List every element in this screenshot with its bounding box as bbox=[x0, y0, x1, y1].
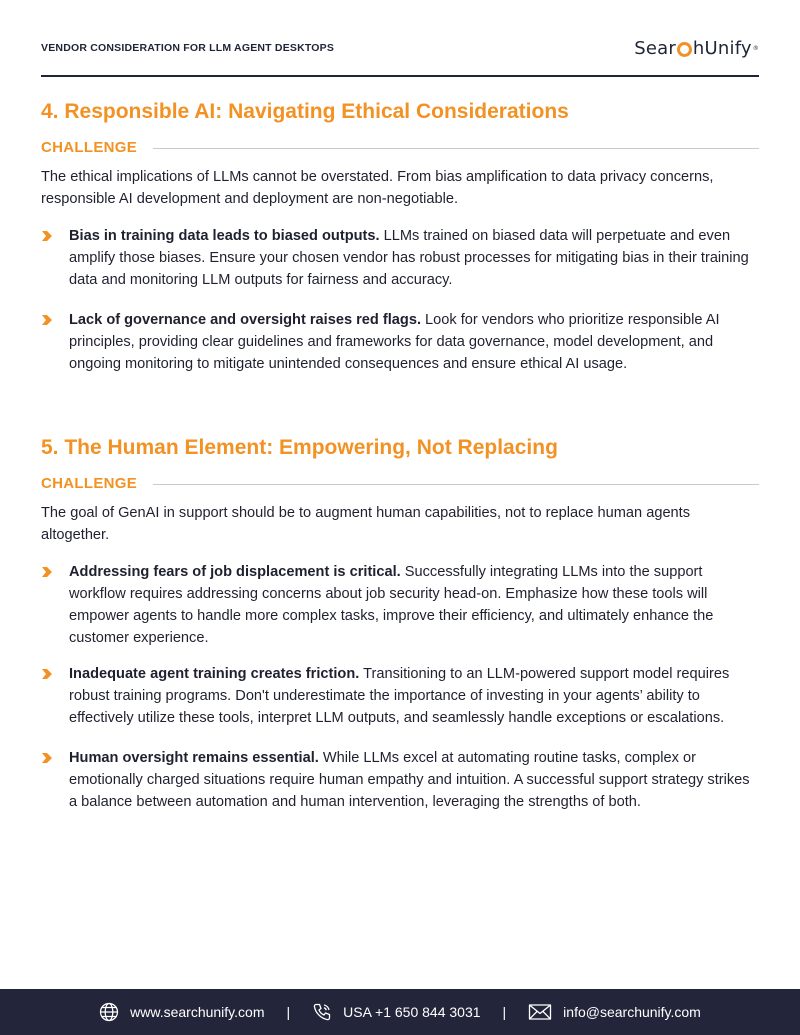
bullet-item bbox=[41, 747, 759, 813]
challenge-heading bbox=[41, 474, 759, 494]
chevron-bullet-icon bbox=[41, 566, 53, 578]
bullet-bold: Human oversight remains essential. bbox=[69, 750, 319, 766]
email-link[interactable]: info@searchunify.com bbox=[563, 1004, 701, 1020]
challenge-divider bbox=[153, 148, 759, 149]
logo-text-start: Sear bbox=[634, 38, 676, 59]
footer-website[interactable] bbox=[99, 1002, 264, 1022]
bullet-text: Transitioning to an LLM-powered support model requires robust training programs. Don't underestimate the importance of investing in your agents’ ability to effectively utilize these tools, interpret LLM outputs, and seamlessly handle exceptions or escalations. bbox=[69, 666, 730, 726]
globe-icon bbox=[99, 1002, 119, 1022]
bullet-bold: Lack of governance and oversight raises red flags. bbox=[69, 312, 421, 328]
section-responsible-ai bbox=[41, 99, 759, 393]
document-title: VENDOR CONSIDERATION FOR LLM AGENT DESKTOPS bbox=[41, 42, 335, 54]
footer-separator: | bbox=[502, 1004, 507, 1020]
footer-email[interactable] bbox=[528, 1002, 701, 1022]
phone-icon bbox=[312, 1002, 332, 1022]
page-header bbox=[41, 30, 759, 77]
chevron-bullet-icon bbox=[41, 314, 53, 326]
bullet-bold: Bias in training data leads to biased outputs. bbox=[69, 228, 380, 244]
bullet-list bbox=[41, 225, 759, 375]
website-link[interactable]: www.searchunify.com bbox=[130, 1004, 265, 1020]
logo-text-end: hUnify bbox=[692, 38, 752, 59]
footer-separator: | bbox=[286, 1004, 291, 1020]
challenge-label: CHALLENGE bbox=[41, 474, 147, 494]
footer-phone[interactable] bbox=[312, 1002, 480, 1022]
bullet-item bbox=[41, 225, 759, 291]
bullet-item bbox=[41, 561, 759, 649]
section-human-element bbox=[41, 435, 759, 831]
searchunify-logo bbox=[634, 38, 759, 59]
phone-number[interactable]: USA +1 650 844 3031 bbox=[343, 1004, 481, 1020]
section-title: 4. Responsible AI: Navigating Ethical Considerations bbox=[41, 100, 569, 123]
bullet-item bbox=[41, 309, 759, 375]
section-intro: The goal of GenAI in support should be to augment human capabilities, not to replace human agents altogether. bbox=[41, 505, 691, 543]
section-title: 5. The Human Element: Empowering, Not Replacing bbox=[41, 436, 558, 459]
challenge-label: CHALLENGE bbox=[41, 138, 147, 158]
logo-magnifier-icon bbox=[677, 42, 692, 57]
bullet-text: Look for vendors who prioritize responsible AI principles, providing clear guidelines and frameworks for data governance, model development, and ongoing monitoring to mitigate unintended consequences and ensure ethical AI usage. bbox=[69, 312, 720, 372]
bullet-list bbox=[41, 561, 759, 813]
challenge-divider bbox=[153, 484, 759, 485]
section-intro: The ethical implications of LLMs cannot be overstated. From bias amplification to data privacy concerns, responsible AI development and deployment are non-negotiable. bbox=[41, 169, 714, 207]
challenge-heading bbox=[41, 138, 759, 158]
chevron-bullet-icon bbox=[41, 668, 53, 680]
bullet-bold: Addressing fears of job displacement is critical. bbox=[69, 564, 401, 580]
bullet-bold: Inadequate agent training creates friction. bbox=[69, 666, 360, 682]
chevron-bullet-icon bbox=[41, 752, 53, 764]
bullet-item bbox=[41, 663, 759, 729]
logo-trademark: ® bbox=[752, 45, 759, 52]
bullet-text: While LLMs excel at automating routine tasks, complex or emotionally charged situations require human empathy and intuition. A successful support strategy strikes a balance between automation and human intervention, leveraging the strengths of both. bbox=[69, 750, 750, 810]
page-footer bbox=[0, 989, 800, 1035]
chevron-bullet-icon bbox=[41, 230, 53, 242]
bullet-text: Successfully integrating LLMs into the support workflow requires addressing concerns about job security head-on. Emphasize how these tools will empower agents to handle more complex tasks, improve their efficiency, and ultimately enhance the customer experience. bbox=[69, 564, 714, 646]
bullet-text: LLMs trained on biased data will perpetuate and even amplify those biases. Ensure your chosen vendor has robust processes for mitigating bias in their training data and monitoring LLM outputs for fairness and accuracy. bbox=[69, 228, 749, 288]
envelope-icon bbox=[528, 1002, 552, 1022]
